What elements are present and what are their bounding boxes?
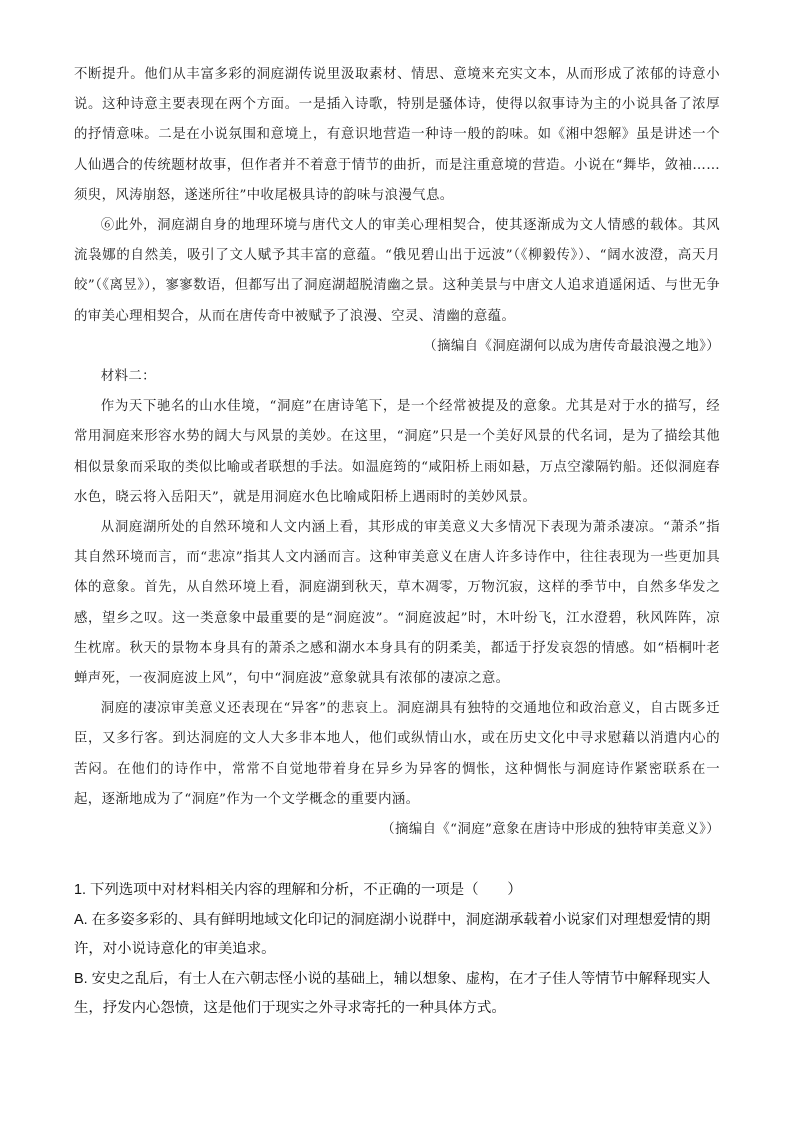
question-1-option-a: A. 在多姿多彩的、具有鲜明地域文化印记的洞庭湖小说群中，洞庭湖承载着小说家们对理想爱情的期许，对小说诗意化的审美追求。: [74, 911, 711, 958]
material-2-label: 材料二：: [100, 369, 156, 385]
paragraph-6: ⑥此外，洞庭湖自身的地理环境与唐代文人的审美心理相契合，使其逐渐成为文人情感的载体。其风流袅娜的自然美，吸引了文人赋予其丰富的意蕴。“俄见碧山出于远波”（《柳毅传》）、“阔水波澄，高天月皎”（《离昱》），寥寥数语，但都写出了洞庭湖超脱清幽之景。这种美景与中唐文人追求逍遥闲适、与世无争的审美心理相契合，从而在唐传奇中被赋予了浪漫、空灵、清幽的意蕴。: [74, 218, 720, 324]
question-section: [74, 876, 720, 1024]
paragraph-material-2-2: 从洞庭湖所处的自然环境和人文内涵上看，其形成的审美意义大多情况下表现为萧杀凄凉。“萧杀”指其自然环境而言，而“悲凉”指其人文内涵而言。这种审美意义在唐人许多诗作中，往往表现为一些更加具体的意象。首先，从自然环境上看，洞庭湖到秋天，草木凋零，万物沉寂，这样的季节中，自然多华发之感，望乡之叹。这一类意象中最重要的是“洞庭波”。“洞庭波起”时，木叶纷飞，江水澄碧，秋风阵阵，凉生枕席。秋天的景物本身具有的萧杀之感和湖水本身具有的阴柔美，都适于抒发哀怨的情感。如“梧桐叶老蝉声死，一夜洞庭波上风”，句中“洞庭波”意象就具有浓郁的凄凉之意。: [74, 520, 720, 687]
question-1-stem: 1. 下列选项中对材料相关内容的理解和分析，不正确的一项是（ ）: [74, 882, 522, 898]
paragraph-material-2-3: 洞庭的凄凉审美意义还表现在“异客”的悲哀上。洞庭湖具有独特的交通地位和政治意义，自古既多迁臣，又多行客。到达洞庭的文人大多非本地人，他们或纵情山水，或在历史文化中寻求慰藉以消遣内心的苦闷。在他们的诗作中，常常不自觉地带着身在异乡为异客的惆怅，这种惆怅与洞庭诗作紧密联系在一起，逐渐地成为了“洞庭”作为一个文学概念的重要内涵。: [74, 701, 720, 807]
source-citation-2: （摘编自《“洞庭”意象在唐诗中形成的独特审美意义》）: [381, 822, 720, 838]
reading-passage: [74, 60, 720, 845]
question-1-option-b: B. 安史之乱后，有士人在六朝志怪小说的基础上，辅以想象、虚构，在才子佳人等情节中解释现实人生，抒发内心怨愤，这是他们于现实之外寻求寄托的一种具体方式。: [74, 970, 711, 1017]
paragraph-material-2-1: 作为天下驰名的山水佳境，“洞庭”在唐诗笔下，是一个经常被提及的意象。尤其是对于水的描写，经常用洞庭来形容水势的阔大与风景的美妙。在这里，“洞庭”只是一个美好风景的代名词，是为了描绘其他相似景象而采取的类似比喻或者联想的手法。如温庭筠的“咸阳桥上雨如悬，万点空濛隔钓船。还似洞庭春水色，晓云将入岳阳天”，就是用洞庭水色比喻咸阳桥上遇雨时的美妙风景。: [74, 399, 720, 505]
paragraph-continuation: 不断提升。他们从丰富多彩的洞庭湖传说里汲取素材、情思、意境来充实文本，从而形成了浓郁的诗意小说。这种诗意主要表现在两个方面。一是插入诗歌，特别是骚体诗，使得以叙事诗为主的小说具备了浓厚的抒情意味。二是在小说氛围和意境上，有意识地营造一种诗一般的韵味。如《湘中怨解》虽是讲述一个人仙遇合的传统题材故事，但作者并不着意于情节的曲折，而是注重意境的营造。小说在“舞毕，敛袖……须臾，风涛崩怒，遂迷所往”中收尾极具诗的韵味与浪漫气息。: [74, 67, 720, 203]
source-citation-1: （摘编自《洞庭湖何以成为唐传奇最浪漫之地》）: [423, 338, 720, 354]
